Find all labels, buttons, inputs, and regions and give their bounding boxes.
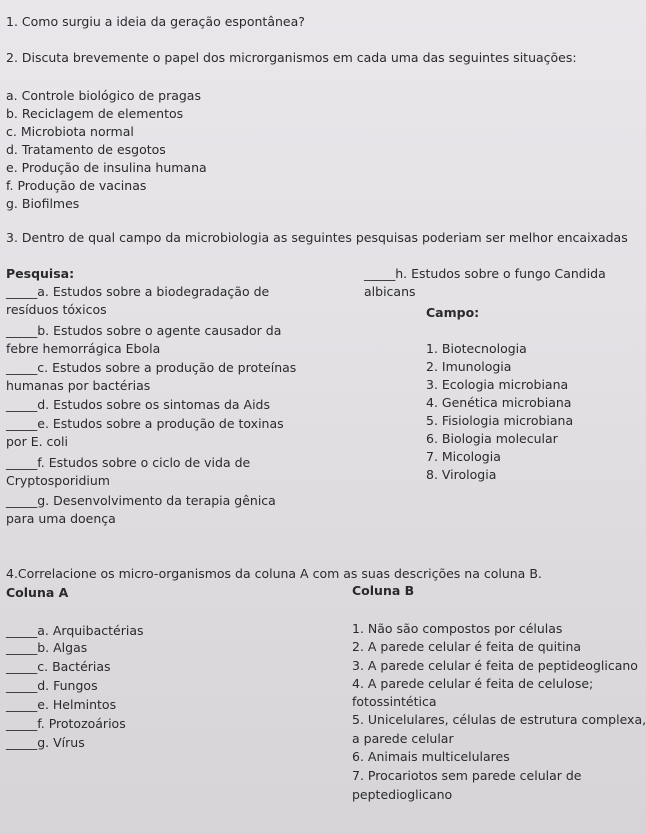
coluna-a-item: _____g. Vírus: [6, 735, 85, 750]
coluna-b-item: 6. Animais multicelulares: [352, 749, 510, 764]
q2-item: c. Microbiota normal: [6, 124, 134, 139]
q2-item: d. Tratamento de esgotos: [6, 142, 166, 157]
q3-research-cont: albicans: [364, 284, 416, 299]
answer-blank: _____: [6, 697, 38, 712]
coluna-a-item: _____b. Algas: [6, 640, 88, 655]
coluna-b-item: peptedioglicano: [352, 787, 453, 802]
q3-research-cont: humanas por bactérias: [6, 378, 151, 393]
campo-item: 6. Biologia molecular: [426, 431, 558, 446]
answer-blank: _____: [6, 360, 38, 375]
q2-item: b. Reciclagem de elementos: [6, 106, 184, 121]
q3-research-item: _____c. Estudos sobre a produção de proteínas: [6, 360, 297, 375]
answer-blank: _____: [6, 284, 38, 299]
q3-research-item: _____d. Estudos sobre os sintomas da Aids: [6, 397, 271, 412]
question-2-title: 2. Discuta brevemente o papel dos microrganismos em cada uma das seguintes situações:: [6, 50, 577, 65]
q3-research-item: _____b. Estudos sobre o agente causador da: [6, 323, 282, 338]
campo-item: 8. Virologia: [426, 467, 497, 482]
answer-blank: _____: [6, 640, 38, 655]
campo-item: 1. Biotecnologia: [426, 341, 527, 356]
question-1: 1. Como surgiu a ideia da geração espontânea?: [6, 14, 305, 29]
coluna-b-item: 2. A parede celular é feita de quitina: [352, 639, 582, 654]
campo-item: 3. Ecologia microbiana: [426, 377, 569, 392]
q3-research-item: _____f. Estudos sobre o ciclo de vida de: [6, 455, 251, 470]
coluna-b-item: 1. Não são compostos por células: [352, 621, 563, 636]
coluna-a-label: Coluna A: [6, 585, 69, 600]
answer-blank: _____: [6, 416, 38, 431]
q3-research-cont: febre hemorrágica Ebola: [6, 341, 161, 356]
q2-item: g. Biofilmes: [6, 196, 80, 211]
coluna-a-item: _____d. Fungos: [6, 678, 98, 693]
coluna-b-item: a parede celular: [352, 731, 454, 746]
coluna-b-item: 7. Procariotos sem parede celular de: [352, 768, 582, 783]
q3-research-cont: resíduos tóxicos: [6, 302, 107, 317]
question-4-title: 4.Correlacione os micro-organismos da coluna A com as suas descrições na coluna B.: [6, 566, 542, 581]
coluna-a-item: _____f. Protozoários: [6, 716, 126, 731]
answer-blank: _____: [6, 659, 38, 674]
q3-research-cont: Cryptosporidium: [6, 473, 110, 488]
q2-item: a. Controle biológico de pragas: [6, 88, 201, 103]
answer-blank: _____: [6, 735, 38, 750]
coluna-a-item: _____e. Helmintos: [6, 697, 117, 712]
q2-item: e. Produção de insulina humana: [6, 160, 207, 175]
answer-blank: _____: [6, 623, 38, 638]
answer-blank: _____: [6, 455, 38, 470]
answer-blank: _____: [6, 397, 38, 412]
coluna-a-item: _____c. Bactérias: [6, 659, 111, 674]
campo-item: 5. Fisiologia microbiana: [426, 413, 574, 428]
q3-research-item: _____a. Estudos sobre a biodegradação de: [6, 284, 270, 299]
campo-item: 2. Imunologia: [426, 359, 512, 374]
campo-item: 7. Micologia: [426, 449, 501, 464]
coluna-b-item: fotossintética: [352, 694, 437, 709]
answer-blank: _____: [6, 493, 38, 508]
answer-blank: _____: [6, 323, 38, 338]
q3-research-item: _____h. Estudos sobre o fungo Candida: [364, 266, 606, 281]
q3-research-cont: para uma doença: [6, 511, 116, 526]
coluna-a-item: _____a. Arquibactérias: [6, 623, 144, 638]
coluna-b-item: 5. Unicelulares, células de estrutura complexa,: [352, 712, 646, 727]
coluna-b-label: Coluna B: [352, 583, 415, 598]
answer-blank: _____: [6, 678, 38, 693]
q3-research-item: _____e. Estudos sobre a produção de toxinas: [6, 416, 284, 431]
campo-label: Campo:: [426, 305, 480, 320]
coluna-b-item: 4. A parede celular é feita de celulose;: [352, 676, 594, 691]
q3-research-item: _____g. Desenvolvimento da terapia gênica: [6, 493, 276, 508]
pesquisa-label: Pesquisa:: [6, 266, 75, 281]
answer-blank: _____: [6, 716, 38, 731]
q2-item: f. Produção de vacinas: [6, 178, 147, 193]
coluna-b-item: 3. A parede celular é feita de peptideoglicano: [352, 658, 638, 673]
campo-item: 4. Genética microbiana: [426, 395, 572, 410]
answer-blank: _____: [364, 266, 396, 281]
question-3-title: 3. Dentro de qual campo da microbiologia as seguintes pesquisas poderiam ser melhor encaixadas: [6, 230, 628, 245]
q3-research-cont: por E. coli: [6, 434, 69, 449]
